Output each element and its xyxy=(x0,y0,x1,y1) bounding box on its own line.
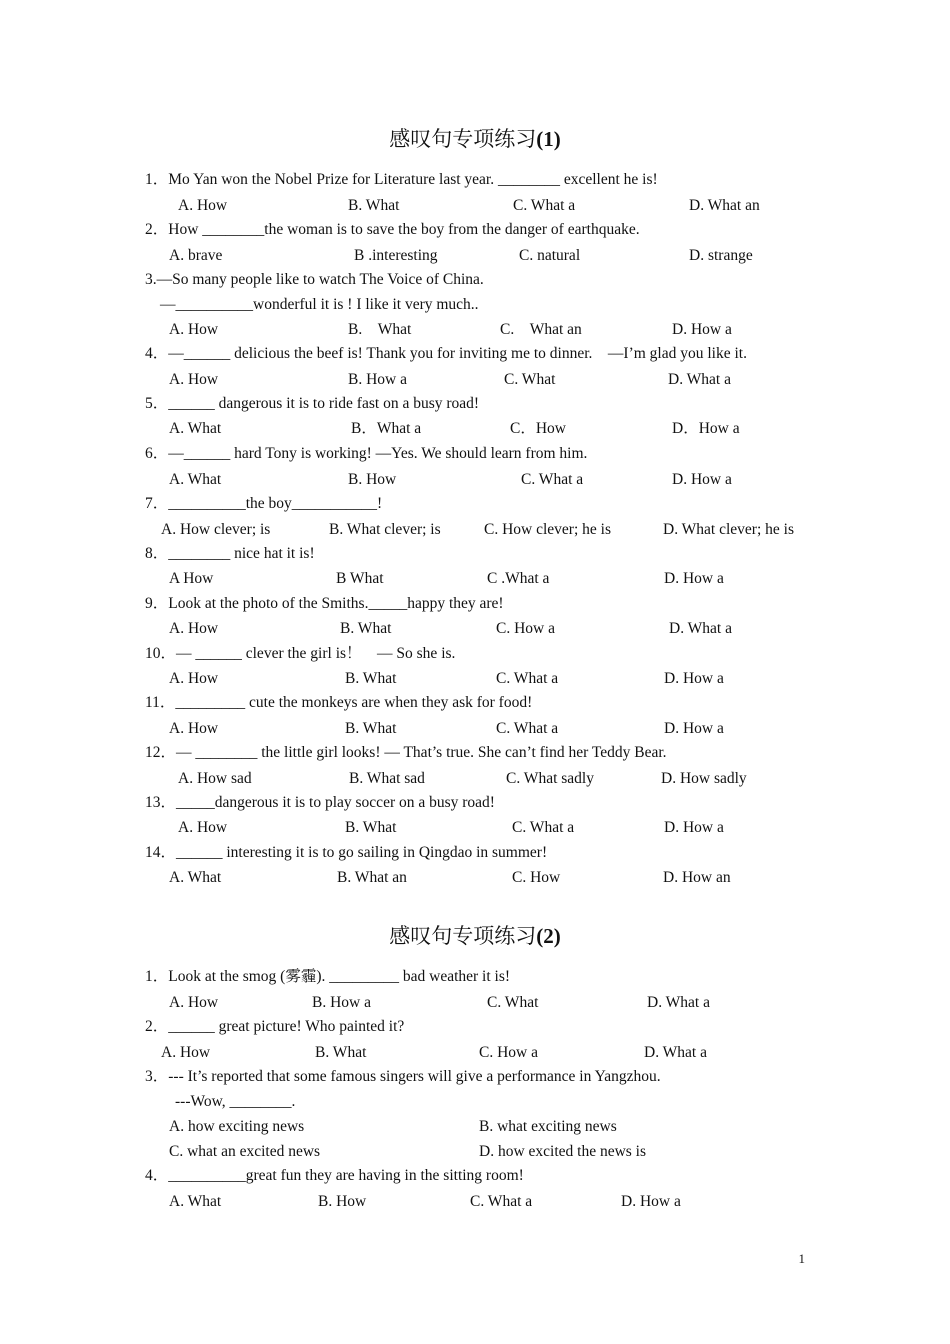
s2-q3-option-c: C. what an excited news xyxy=(169,1143,321,1160)
s1-q3-option-d: D. How a xyxy=(672,321,732,338)
s1-q7-stem: 7．__________the boy___________! xyxy=(145,495,383,512)
s1-q13-option-a: A. How xyxy=(178,819,228,836)
s2-q2-stem: 2．______ great picture! Who painted it? xyxy=(145,1018,405,1035)
section1-title-num: (1) xyxy=(536,127,561,151)
s2-q4-option-b: B. How xyxy=(318,1193,367,1210)
s1-q13-option-d: D. How a xyxy=(664,819,724,836)
s1-q12-option-b: B. What sad xyxy=(349,770,425,787)
s1-q9-option-c: C. How a xyxy=(496,620,555,637)
s1-q1-option-b: B. What xyxy=(348,197,400,214)
s1-q9-option-d: D. What a xyxy=(669,620,732,637)
s1-q4-stem: 4．—______ delicious the beef is! Thank you for inviting me to dinner. —I’m glad you like it. xyxy=(145,345,747,362)
s1-q1-option-c: C. What a xyxy=(513,197,576,214)
s1-q2-option-c: C. natural xyxy=(519,247,581,264)
section2-title-cn: 感叹句专项练习 xyxy=(389,924,537,948)
s1-q1-option-d: D. What an xyxy=(689,197,760,214)
s1-q14-option-c: C. How xyxy=(512,869,561,886)
s2-q2-option-b: B. What xyxy=(315,1044,367,1061)
section2-title-num: (2) xyxy=(536,924,561,948)
s2-q3-option-b: B. what exciting news xyxy=(479,1118,617,1135)
s1-q4-option-d: D. What a xyxy=(668,371,731,388)
s1-q5-option-b: B．What a xyxy=(351,420,422,437)
s1-q10-option-d: D. How a xyxy=(664,670,724,687)
s1-q11-option-c: C. What a xyxy=(496,720,559,737)
s1-q8-option-c: C .What a xyxy=(487,570,550,587)
s1-q12-option-a: A. How sad xyxy=(178,770,252,787)
s1-q9-option-a: A. How xyxy=(169,620,219,637)
s2-q1-option-a: A. How xyxy=(169,994,219,1011)
s1-q14-option-b: B. What an xyxy=(337,869,407,886)
s1-q13-stem: 13．_____dangerous it is to play soccer on a busy road! xyxy=(145,794,495,811)
s1-q2-option-d: D. strange xyxy=(689,247,753,264)
s1-q1-stem: 1．Mo Yan won the Nobel Prize for Literature last year. ________ excellent he is! xyxy=(145,171,658,188)
s1-q14-option-d: D. How an xyxy=(663,869,731,886)
s1-q7-option-a: A. How clever; is xyxy=(161,521,271,538)
s1-q3-option-a: A. How xyxy=(169,321,219,338)
s2-q3-stem2: ---Wow, ________. xyxy=(175,1093,296,1110)
s1-q11-option-d: D. How a xyxy=(664,720,724,737)
s1-q10-option-b: B. What xyxy=(345,670,397,687)
s1-q7-option-d: D. What clever; he is xyxy=(663,521,794,538)
s2-q3-option-a: A. how exciting news xyxy=(169,1118,305,1135)
s1-q2-option-a: A. brave xyxy=(169,247,223,264)
s1-q10-stem: 10．— ______ clever the girl is！ — So she is. xyxy=(145,645,456,662)
s1-q6-option-c: C. What a xyxy=(521,471,584,488)
s1-q12-option-d: D. How sadly xyxy=(661,770,747,787)
s1-q11-option-b: B. What xyxy=(345,720,397,737)
s2-q1-option-c: C. What xyxy=(487,994,539,1011)
s1-q13-option-b: B. What xyxy=(345,819,397,836)
s1-q1-option-a: A. How xyxy=(178,197,228,214)
s1-q10-option-a: A. How xyxy=(169,670,219,687)
s1-q8-stem: 8．________ nice hat it is! xyxy=(145,545,315,562)
s2-q2-option-d: D. What a xyxy=(644,1044,707,1061)
s1-q7-option-b: B. What clever; is xyxy=(329,521,441,538)
s1-q14-option-a: A. What xyxy=(169,869,222,886)
s1-q3-option-c: C. What an xyxy=(500,321,582,338)
s2-q2-option-a: A. How xyxy=(161,1044,211,1061)
s2-q3-stem: 3．--- It’s reported that some famous singers will give a performance in Yangzhou. xyxy=(145,1068,661,1085)
s1-q7-option-c: C. How clever; he is xyxy=(484,521,611,538)
s1-q6-option-a: A. What xyxy=(169,471,222,488)
s1-q5-stem: 5．______ dangerous it is to ride fast on a busy road! xyxy=(145,395,480,412)
s1-q9-option-b: B. What xyxy=(340,620,392,637)
section1-title-cn: 感叹句专项练习 xyxy=(389,127,537,151)
section1-title xyxy=(0,123,950,153)
s1-q12-option-c: C. What sadly xyxy=(506,770,594,787)
s1-q8-option-a: A How xyxy=(169,570,214,587)
s2-q1-option-d: D. What a xyxy=(647,994,710,1011)
s1-q5-option-a: A. What xyxy=(169,420,222,437)
s1-q8-option-d: D. How a xyxy=(664,570,724,587)
s2-q4-option-a: A. What xyxy=(169,1193,222,1210)
s2-q2-option-c: C. How a xyxy=(479,1044,538,1061)
s2-q1-stem: 1．Look at the smog (雾霾). _________ bad weather it is! xyxy=(145,968,511,985)
s1-q5-option-c: C．How xyxy=(510,420,566,437)
section2-title xyxy=(0,920,950,950)
s1-q6-option-b: B. How xyxy=(348,471,397,488)
s1-q4-option-a: A. How xyxy=(169,371,219,388)
s1-q4-option-c: C. What xyxy=(504,371,556,388)
s2-q4-option-d: D. How a xyxy=(621,1193,681,1210)
s1-q11-stem: 11．_________ cute the monkeys are when they ask for food! xyxy=(145,694,533,711)
s1-q8-option-b: B What xyxy=(336,570,384,587)
s1-q6-option-d: D. How a xyxy=(672,471,732,488)
s1-q3-stem: 3.—So many people like to watch The Voice of China. xyxy=(145,271,484,288)
s2-q3-option-d: D. how excited the news is xyxy=(479,1143,647,1160)
s1-q3-option-b: B. What xyxy=(348,321,412,338)
page-number: 1 xyxy=(798,1251,805,1266)
s1-q2-stem: 2．How ________the woman is to save the boy from the danger of earthquake. xyxy=(145,221,640,238)
s2-q1-option-b: B. How a xyxy=(312,994,371,1011)
s1-q3-stem2: —__________wonderful it is ! I like it very much.. xyxy=(160,296,479,313)
s1-q4-option-b: B. How a xyxy=(348,371,407,388)
s1-q9-stem: 9．Look at the photo of the Smiths._____happy they are! xyxy=(145,595,504,612)
s1-q10-option-c: C. What a xyxy=(496,670,559,687)
s1-q5-option-d: D．How a xyxy=(672,420,740,437)
s1-q2-option-b: B .interesting xyxy=(354,247,438,264)
s2-q4-stem: 4．__________great fun they are having in the sitting room! xyxy=(145,1167,524,1184)
s1-q12-stem: 12．— ________ the little girl looks! — That’s true. She can’t find her Teddy Bear. xyxy=(145,744,667,761)
s1-q14-stem: 14．______ interesting it is to go sailing in Qingdao in summer! xyxy=(145,844,548,861)
s1-q6-stem: 6．—______ hard Tony is working! —Yes. We should learn from him. xyxy=(145,445,588,462)
s1-q13-option-c: C. What a xyxy=(512,819,575,836)
s2-q4-option-c: C. What a xyxy=(470,1193,533,1210)
s1-q11-option-a: A. How xyxy=(169,720,219,737)
